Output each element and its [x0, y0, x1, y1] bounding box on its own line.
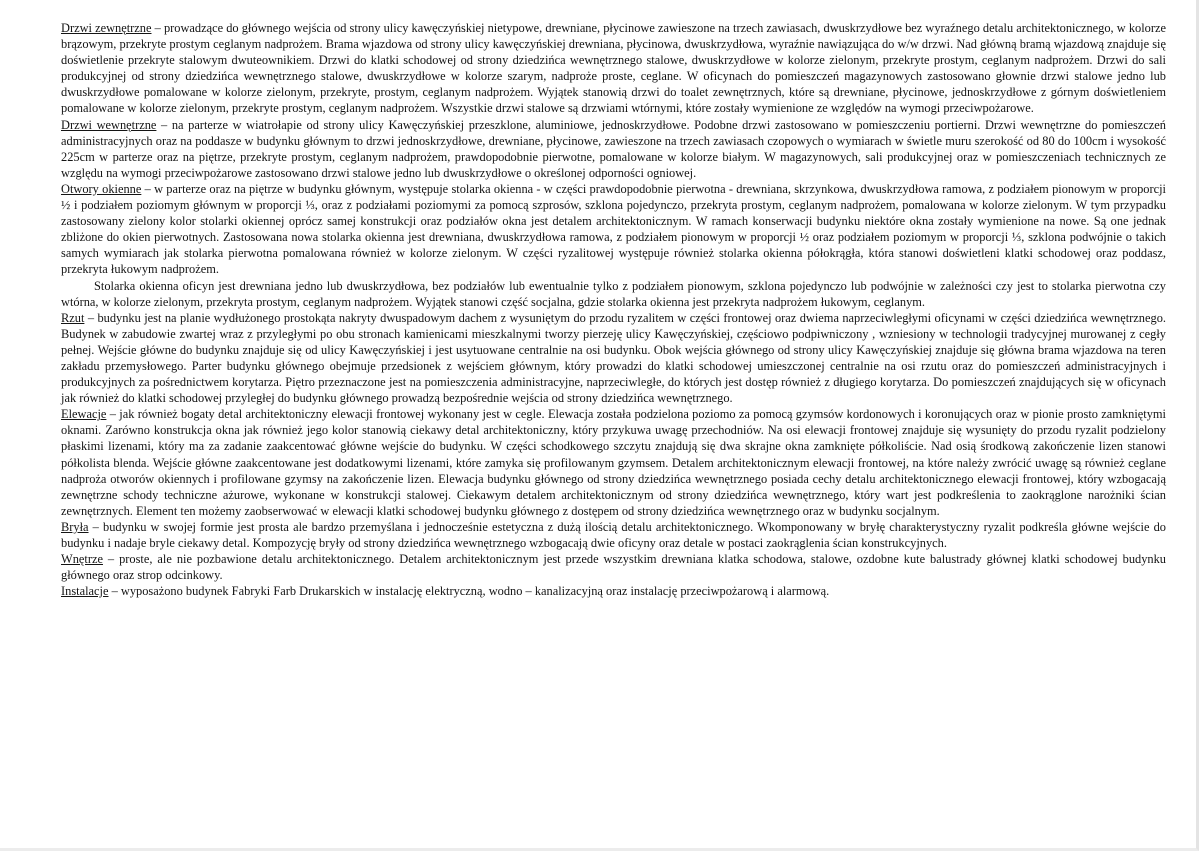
section-text: – budynku jest na planie wydłużonego prostokąta nakryty dwuspadowym dachem z wysuniętym do przodu ryzalitem w części frontowej oraz dwiema naprzeciwległymi oficynami w części dziedzińca wewnętrznego. Budynek w zabudowie zwartej wraz z przyległymi po obu stronach kamienicami mieszkalnymi tworzy pierzeję ulicy Kawęczyńskiej, częściowo podpiwniczony , wzniesiony w technologii tradycyjnej murowanej z cegły pełnej. Wejście główne do budynku znajduje się od ulicy Kawęczyńskiej i jest usytuowane centralnie na osi budynku. Obok wejścia głównego od strony ulicy Kawęczyńskiej znajduje się główna brama wjazdowa na teren zakładu przemysłowego. Parter budynku głównego obejmuje przedsionek z wejściem głównym, który prowadzi do klatki schodowej umieszczonej centralnie na osi rzutu oraz do pomieszczeń administracyjnych i produkcyjnych za pośrednictwem korytarza. Piętro przeznaczone jest na pomieszczenia administracyjne, naprzeciwległe, do których jest dostęp również z długiego korytarza. Do pomieszczeń znajdujących się w oficynach jak również do klatki schodowej przyległej do budynku głównego prowadzą bezpośrednie wejścia od strony dziedzińca wewnętrznego. — [61, 310, 1166, 406]
section-wnetrze — [61, 551, 1166, 583]
section-term: Instalacje — [61, 584, 109, 599]
section-text: – jak również bogaty detal architektoniczny elewacji frontowej wykonany jest w cegle. Elewacja została podzielona poziomo za pomocą gzymsów kordonowych i koronujących oraz w pionie prosto zamkniętymi oknami. Zarówno konstrukcja okna jak również jego kolor stanowią ciekawy detal architektoniczny, który przykuwa uwagę przechodniów. Na osi elewacji frontowej znajduje się wysunięty do przodu ryzalit podzielony płaskimi lizenami, który ma za zadanie zaakcentować główne wejście do budynku. W części schodkowego szczytu znajdują się dwa skrajne okna zamknięte półkoliście. Nad osią środkową zakończenie lizen stanowi półkolista blenda. Wejście główne zaakcentowane jest dodatkowymi lizenami, które zamyka się profilowanym gzymsem. Detalem architektonicznym elewacji frontowej, na które należy zwrócić uwagę są również ceglane nadproża otworów okiennych i profilowane gzymsy na zakończenie lizen. Elewacja budynku głównego od strony dziedzińca wewnętrznego posiada cechy detalu architektonicznego elewacji frontowej, który wzbogacają zewnętrzne schody techniczne ażurowe, wykonane w konstrukcji stalowej. Ciekawym detalem architektonicznym od strony dziedzińca wewnętrznego, który wart jest podkreślenia to zaokrąglone narożniki ścian zewnętrznych. Element ten możemy zaobserwować w elewacji klatki schodowej budynku głównego z dostępem od strony dziedzińca wewnętrznego oraz w budynku socjalnym. — [61, 407, 1166, 518]
section-rzut — [61, 310, 1166, 407]
section-otwory-okienne — [61, 181, 1166, 278]
section-term: Wnętrze — [61, 552, 103, 567]
section-term: Otwory okienne — [61, 181, 142, 196]
section-text: – na parterze w wiatrołapie od strony ulicy Kawęczyńskiej przeszklone, aluminiowe, jednoskrzydłowe. Podobne drzwi zastosowano w pomieszczeniu portierni. Drzwi wewnętrzne do pomieszczeń administracyjnych oraz na poddasze w budynku głównym to drzwi jednoskrzydłowe, drewniane, płycinowe, zawieszone na trzech zawiasach czopowych o wymiarach w świetle muru szerokość od 80 do 100cm i wysokość 225cm w parterze oraz na piętrze, przekryte prostym, ceglanym nadprożem, prawdopodobnie pierwotne, pomalowane w kolorze białym. W magazynowych, sali produkcyjnej oraz w pomieszczeniach technicznych ze względu na wymogi przeciwpożarowe zastosowano drzwi stalowe jedno lub dwuskrzydłowe o określonej odporności ogniowej. — [61, 117, 1166, 180]
section-term: Elewacje — [61, 407, 107, 422]
section-instalacje — [61, 583, 1166, 599]
section-text: – proste, ale nie pozbawione detalu architektonicznego. Detalem architektonicznym jest przede wszystkim drewniana klatka schodowa, stalowe, ozdobne kute balustrady głównej klatki schodowej budynku głównego oraz strop odcinkowy. — [61, 552, 1166, 583]
section-drzwi-wewnetrzne — [61, 117, 1166, 181]
section-term: Rzut — [61, 310, 85, 325]
section-text: – w parterze oraz na piętrze w budynku głównym, występuje stolarka okienna - w części prawdopodobnie pierwotna - drewniana, skrzynkowa, dwuskrzydłowa ramowa, z podziałem pionowym w proporcji ½ i podziałem poziomym głównym w proporcji ⅓, oraz z podziałami poziomymi za pomocą szprosów, szklona pojedynczo, przekryta prostym, ceglanym nadprożem, pomalowana w kolorze zielonym. W tym przypadku zastosowany zielony kolor stolarki okiennej oprócz samej konstrukcji oraz podziałów okna jest detalem architektonicznym. W ramach konserwacji budynku niektóre okna zostały wymienione na nowe. Są one jednak zbliżone do okien pierwotnych. Zastosowana nowa stolarka okienna jest drewniana, dwuskrzydłowa ramowa, z podziałem pionowym w proporcji ½ oraz podziałem poziomym w proporcji ⅓, szklona podwójnie o takich samych wymiarach jak stolarka pierwotna pomalowana również w kolorze zielonym. W części ryzalitowej występuje również stolarka okienna półokrągła, która stanowi doświetleni klatki schodowej oraz poddasz, przekryta łukowym nadprożem. — [61, 181, 1166, 277]
section-term: Drzwi zewnętrzne — [61, 21, 152, 35]
section-term: Bryła — [61, 519, 89, 534]
section-text: – wyposażono budynek Fabryki Farb Drukarskich w instalację elektryczną, wodno – kanalizacyjną oraz instalację przeciwpożarową i alarmową. — [108, 584, 830, 599]
section-text: – budynku w swojej formie jest prosta ale bardzo przemyślana i jednocześnie estetyczna z dużą ilością detalu architektonicznego. Wkomponowany w bryłę charakterystyczny ryzalit podkreśla główne wejście do budynku i nadaje bryle ciekawy detal. Kompozycję bryły od strony dziedzińca wewnętrznego wzbogacają dwie oficyny oraz detale w postaci zaokrąglenia ścian konstrukcyjnych. — [61, 519, 1166, 550]
section-elewacje — [61, 406, 1166, 519]
section-text: – prowadzące do głównego wejścia od strony ulicy kawęczyńskiej nietypowe, drewniane, płycinowe zawieszone na trzech zawiasach, dwuskrzydłowe bez wyraźnego detalu architektonicznego, w kolorze brązowym, przekryte prostym ceglanym nadprożem. Brama wjazdowa od strony ulicy kawęczyńskiej drewniana, płycinowa, dwuskrzydłowa, wyraźnie nawiązująca do w/w drzwi. Nad główną bramą wjazdową znajduje się doświetlenie przekryte stalowym dwuteownikiem. Drzwi do klatki schodowej od strony dziedzińca wewnętrznego stalowe, dwuskrzydłowe w kolorze zielonym, przekryte prostym, ceglanym nadprożem. Drzwi do sali produkcyjnej od strony dziedzińca wewnętrznego stalowe, dwuskrzydłowe w kolorze szarym, nadproże proste, ceglane. W oficynach do pomieszczeń magazynowych zastosowano głownie drzwi stalowe jedno lub dwuskrzydłowe pomalowane w kolorze zielonym, przekryte, prostym, ceglanym nadprożem. Wyjątek stanowią drzwi do toalet zewnętrznych, które są drewniane, płycinowe, jednoskrzydłowe z górnym doświetleniem pomalowane w kolorze zielonym, przekryte prostym, ceglanym nadprożem. Wszystkie drzwi stalowe są drzwiami wtórnymi, które zostały wymienione ze względów na wymogi przeciwpożarowe. — [61, 21, 1166, 116]
section-text: Stolarka okienna oficyn jest drewniana jedno lub dwuskrzydłowa, bez podziałów lub ewentualnie tylko z podziałem pionowym, szklona pojedynczo lub podwójnie w zależności czy jest to stolarka pierwotna czy wtórna, w kolorze zielonym, przekryta prostym, ceglanym nadprożem. Wyjątek stanowi część socjalna, gdzie stolarka okienna jest przekryta nadprożem łukowym, ceglanym. — [61, 278, 1166, 309]
section-bryla — [61, 519, 1166, 551]
document-page — [61, 20, 1166, 599]
section-drzwi-zewnetrzne — [61, 20, 1166, 117]
section-term: Drzwi wewnętrzne — [61, 117, 157, 132]
section-stolarka-oficyn — [61, 278, 1166, 310]
